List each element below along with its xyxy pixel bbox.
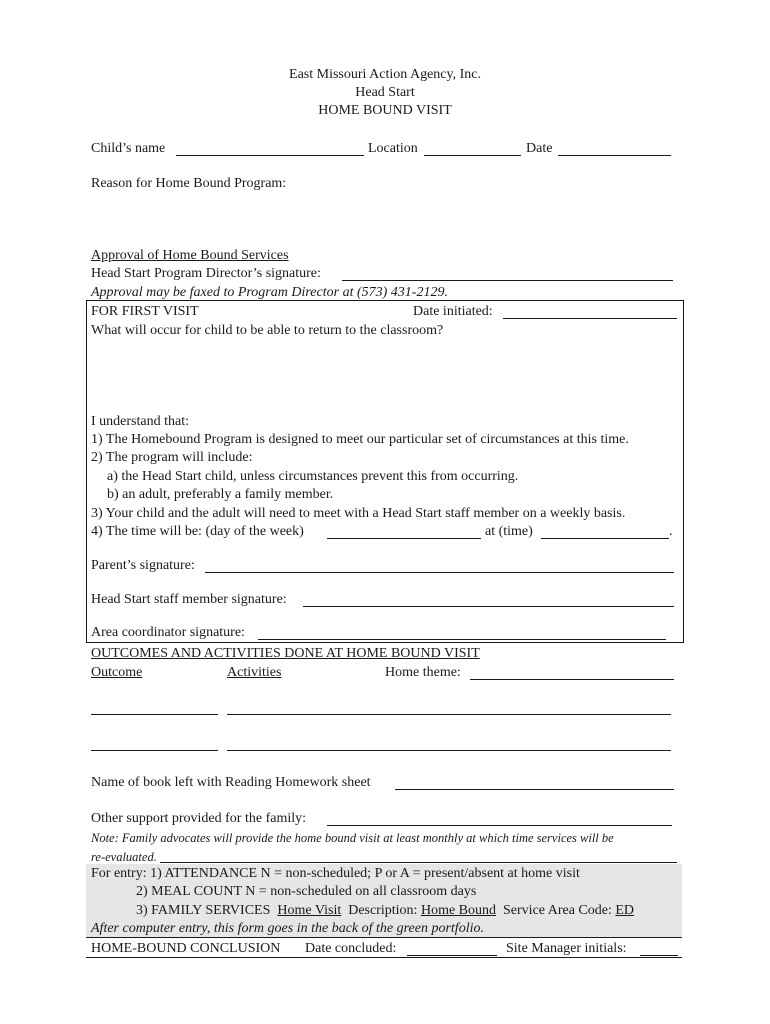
outcomes-heading: OUTCOMES AND ACTIVITIES DONE AT HOME BOUND VISIT: [91, 646, 480, 661]
coordinator-signature-field[interactable]: [258, 639, 666, 640]
day-of-week-field[interactable]: [327, 538, 481, 539]
understand-item-2b: b) an adult, preferably a family member.: [107, 487, 334, 502]
understand-item-2a: a) the Head Start child, unless circumstances prevent this from occurring.: [107, 469, 519, 484]
staff-signature-field[interactable]: [303, 606, 674, 607]
entry-line-3: [136, 902, 634, 920]
date-initiated-label: Date initiated:: [413, 304, 493, 319]
outcome-field-2[interactable]: [91, 750, 218, 751]
entry-line-2: 2) MEAL COUNT N = non-scheduled on all classroom days: [136, 884, 477, 899]
location-label: Location: [368, 141, 418, 156]
book-label: Name of book left with Reading Homework sheet: [91, 775, 371, 790]
date-initiated-field[interactable]: [503, 318, 677, 319]
activities-field-2[interactable]: [227, 750, 671, 751]
date-concluded-field[interactable]: [407, 955, 497, 956]
activities-field-1[interactable]: [227, 714, 671, 715]
home-bound-value: Home Bound: [420, 903, 497, 918]
note-text-continued: re-evaluated.: [91, 850, 157, 864]
home-theme-field[interactable]: [470, 679, 674, 680]
item-4-end: .: [669, 524, 673, 539]
bottom-rule: [86, 957, 682, 958]
staff-signature-label: Head Start staff member signature:: [91, 592, 287, 607]
family-services-label: 3) FAMILY SERVICES: [136, 903, 271, 918]
date-field[interactable]: [558, 155, 671, 156]
first-visit-title: FOR FIRST VISIT: [91, 304, 199, 319]
service-area-code-value: ED: [615, 903, 635, 918]
return-question: What will occur for child to be able to return to the classroom?: [91, 323, 444, 338]
home-visit-value: Home Visit: [277, 903, 342, 918]
org-name: East Missouri Action Agency, Inc.: [289, 67, 481, 82]
home-theme-label: Home theme:: [385, 665, 461, 680]
understand-item-3: 3) Your child and the adult will need to meet with a Head Start staff member on a weekly basis.: [91, 506, 626, 521]
date-concluded-label: Date concluded:: [305, 941, 397, 956]
other-support-label: Other support provided for the family:: [91, 811, 307, 826]
parent-signature-label: Parent’s signature:: [91, 558, 195, 573]
location-field[interactable]: [424, 155, 521, 156]
time-field[interactable]: [541, 538, 669, 539]
approval-heading: Approval of Home Bound Services: [91, 248, 289, 263]
program-name: Head Start: [355, 85, 415, 100]
director-signature-label: Head Start Program Director’s signature:: [91, 266, 321, 281]
understand-item-2: 2) The program will include:: [91, 450, 253, 465]
child-name-label: Child’s name: [91, 141, 166, 156]
entry-divider: [86, 937, 682, 938]
outcome-field-1[interactable]: [91, 714, 218, 715]
service-area-code-label: Service Area Code:: [503, 903, 612, 918]
parent-signature-field[interactable]: [205, 572, 674, 573]
fax-note: Approval may be faxed to Program Director at (573) 431-2129.: [91, 285, 448, 300]
note-text: Note: Family advocates will provide the home bound visit at least monthly at which time services will be: [91, 831, 614, 845]
coordinator-signature-label: Area coordinator signature:: [91, 625, 245, 640]
after-entry-note: After computer entry, this form goes in the back of the green portfolio.: [91, 921, 484, 936]
understand-item-1: 1) The Homebound Program is designed to meet our particular set of circumstances at this time.: [91, 432, 629, 447]
reason-label: Reason for Home Bound Program:: [91, 176, 287, 191]
book-field[interactable]: [395, 789, 674, 790]
outcome-column-header: Outcome: [91, 665, 143, 680]
note-line: [160, 862, 677, 863]
conclusion-label: HOME-BOUND CONCLUSION: [91, 941, 281, 956]
director-signature-field[interactable]: [342, 280, 673, 281]
activities-column-header: Activities: [227, 665, 282, 680]
site-manager-field[interactable]: [640, 955, 678, 956]
child-name-field[interactable]: [176, 155, 364, 156]
other-support-field[interactable]: [327, 825, 672, 826]
entry-line-1: For entry: 1) ATTENDANCE N = non-scheduled; P or A = present/absent at home visit: [91, 866, 580, 881]
understand-label: I understand that:: [91, 414, 189, 429]
description-label: Description:: [348, 903, 418, 918]
date-label: Date: [526, 141, 553, 156]
understand-item-4-label: 4) The time will be: (day of the week): [91, 524, 304, 539]
time-label: at (time): [485, 524, 533, 539]
site-manager-label: Site Manager initials:: [506, 941, 627, 956]
form-title: HOME BOUND VISIT: [318, 103, 452, 118]
